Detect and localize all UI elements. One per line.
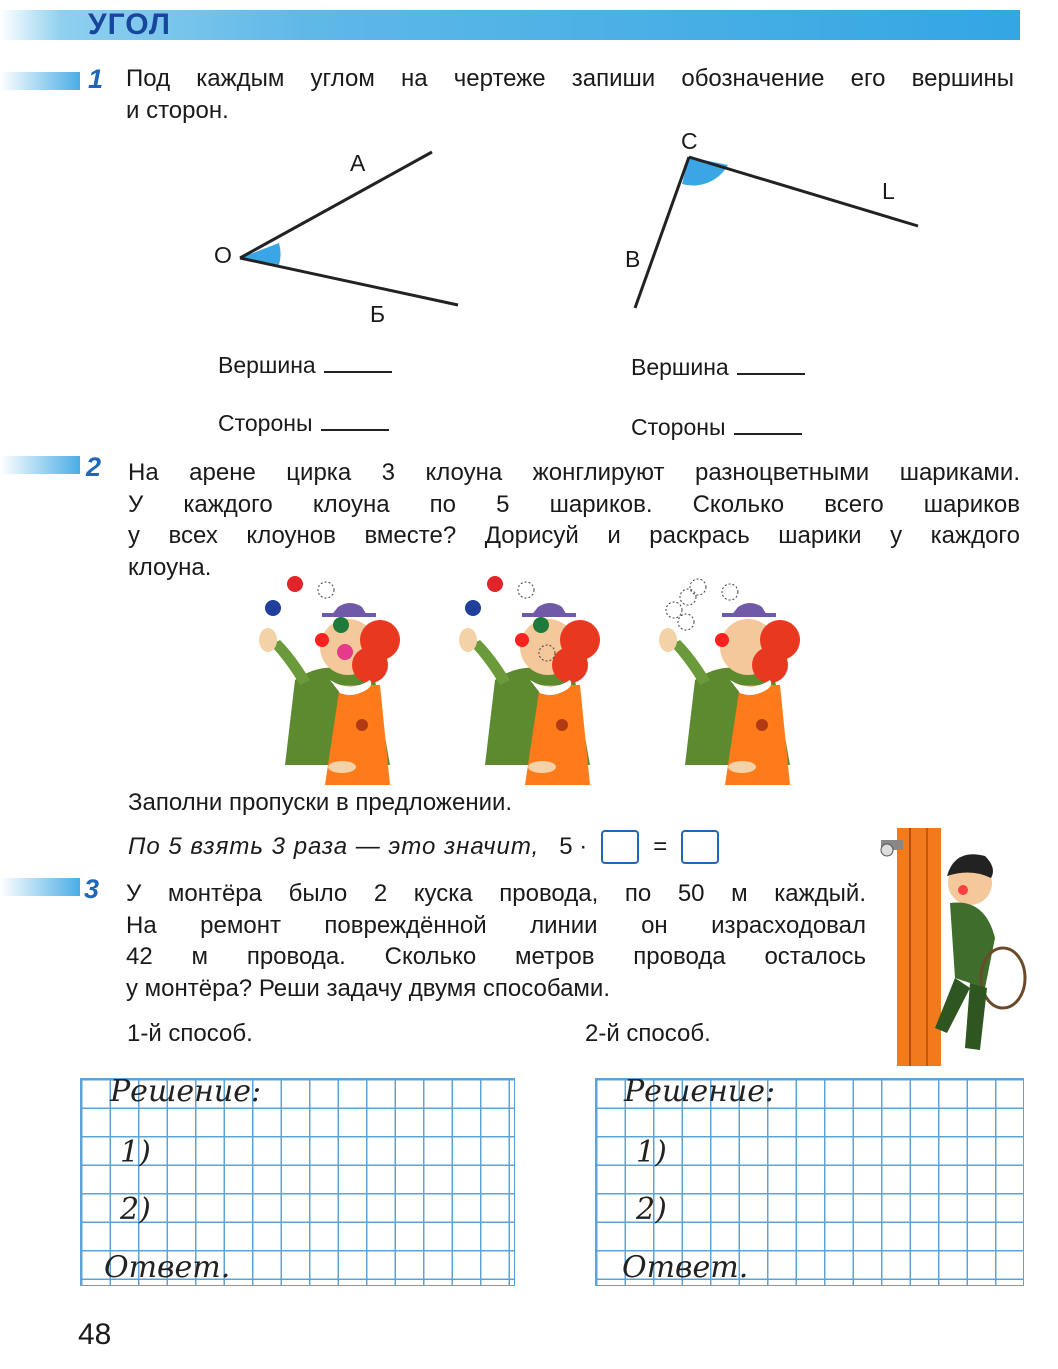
clown-figure: [259, 603, 400, 785]
ball: [465, 600, 481, 616]
point-b-label: Б: [370, 301, 386, 327]
answer-word-1: Ответ.: [104, 1250, 231, 1285]
ball-outline: [690, 579, 706, 595]
ball: [265, 600, 281, 616]
ball-outline: [722, 584, 738, 600]
answer-box-2[interactable]: [681, 830, 719, 864]
sides-answer-1[interactable]: Стороны: [218, 410, 389, 437]
vertex-o-label: О: [214, 242, 232, 268]
ball: [333, 617, 349, 633]
task-number-band: [0, 878, 80, 896]
vertex-answer-1[interactable]: Вершина: [218, 352, 392, 379]
ball: [533, 617, 549, 633]
sides-answer-2[interactable]: Стороны: [631, 414, 802, 441]
step2-label-1: 2): [120, 1192, 151, 1227]
task1-text: Под каждым углом на чертеже запиши обозначение его вершины и сторон.: [126, 65, 1014, 124]
angles-diagram: [0, 0, 1058, 330]
angle2-ray-b: [635, 157, 689, 308]
answer-word-2: Ответ.: [622, 1250, 749, 1285]
clown-figure: [459, 603, 600, 785]
page-number: 48: [78, 1318, 112, 1351]
ball-outline: [678, 614, 694, 630]
point-a-label: А: [350, 150, 366, 176]
electrician-illustration: [875, 828, 1035, 1066]
task3-text: У монтёра было 2 куска провода, по 50 м каждый. На ремонт повреждённой линии он израсходовал 42 м провода. Сколько метров провода осталось у монтёра? Реши задачу двумя способами.: [126, 880, 866, 1002]
ball-outline: [318, 582, 334, 598]
fill-prompt: Заполни пропуски в предложении.: [128, 789, 513, 816]
ball: [487, 576, 503, 592]
solution-word-1: Решение:: [110, 1074, 262, 1109]
task-number-2: 2: [86, 452, 102, 482]
step1-label-1: 1): [120, 1135, 151, 1170]
ball-outline: [666, 602, 682, 618]
ball: [337, 644, 353, 660]
point-l-label: L: [882, 178, 895, 204]
task-number-1: 1: [88, 64, 104, 94]
vertex-c-label: С: [681, 128, 698, 154]
ball-outline: [680, 589, 696, 605]
point-v-label: В: [625, 246, 641, 272]
clown-figure: [659, 603, 800, 785]
answer-box-1[interactable]: [601, 830, 639, 864]
vertex-answer-2[interactable]: Вершина: [631, 354, 805, 381]
clowns-illustration: [250, 570, 860, 785]
method2-label: 2-й способ.: [585, 1020, 711, 1047]
task-number-band: [0, 456, 80, 474]
solution-word-2: Решение:: [624, 1074, 776, 1109]
step1-label-2: 1): [636, 1135, 667, 1170]
task2-text: На арене цирка 3 клоуна жонглируют разноцветными шариками. У каждого клоуна по 5 шариков. Сколько всего шариков у всех клоунов вместе? Дорисуй и раскрась шарики у каждого клоуна.: [128, 459, 1020, 581]
method1-label: 1-й способ.: [127, 1020, 253, 1047]
page-title: УГОЛ: [88, 8, 171, 41]
step2-label-2: 2): [636, 1192, 667, 1227]
angle1-ray-a: [240, 152, 432, 258]
task-number-3: 3: [84, 874, 100, 904]
angle1-ray-b: [240, 258, 458, 305]
ball: [287, 576, 303, 592]
ball-outline: [518, 582, 534, 598]
fill-sentence: По 5 взять 3 раза — это значит, 5 · =: [128, 830, 868, 864]
